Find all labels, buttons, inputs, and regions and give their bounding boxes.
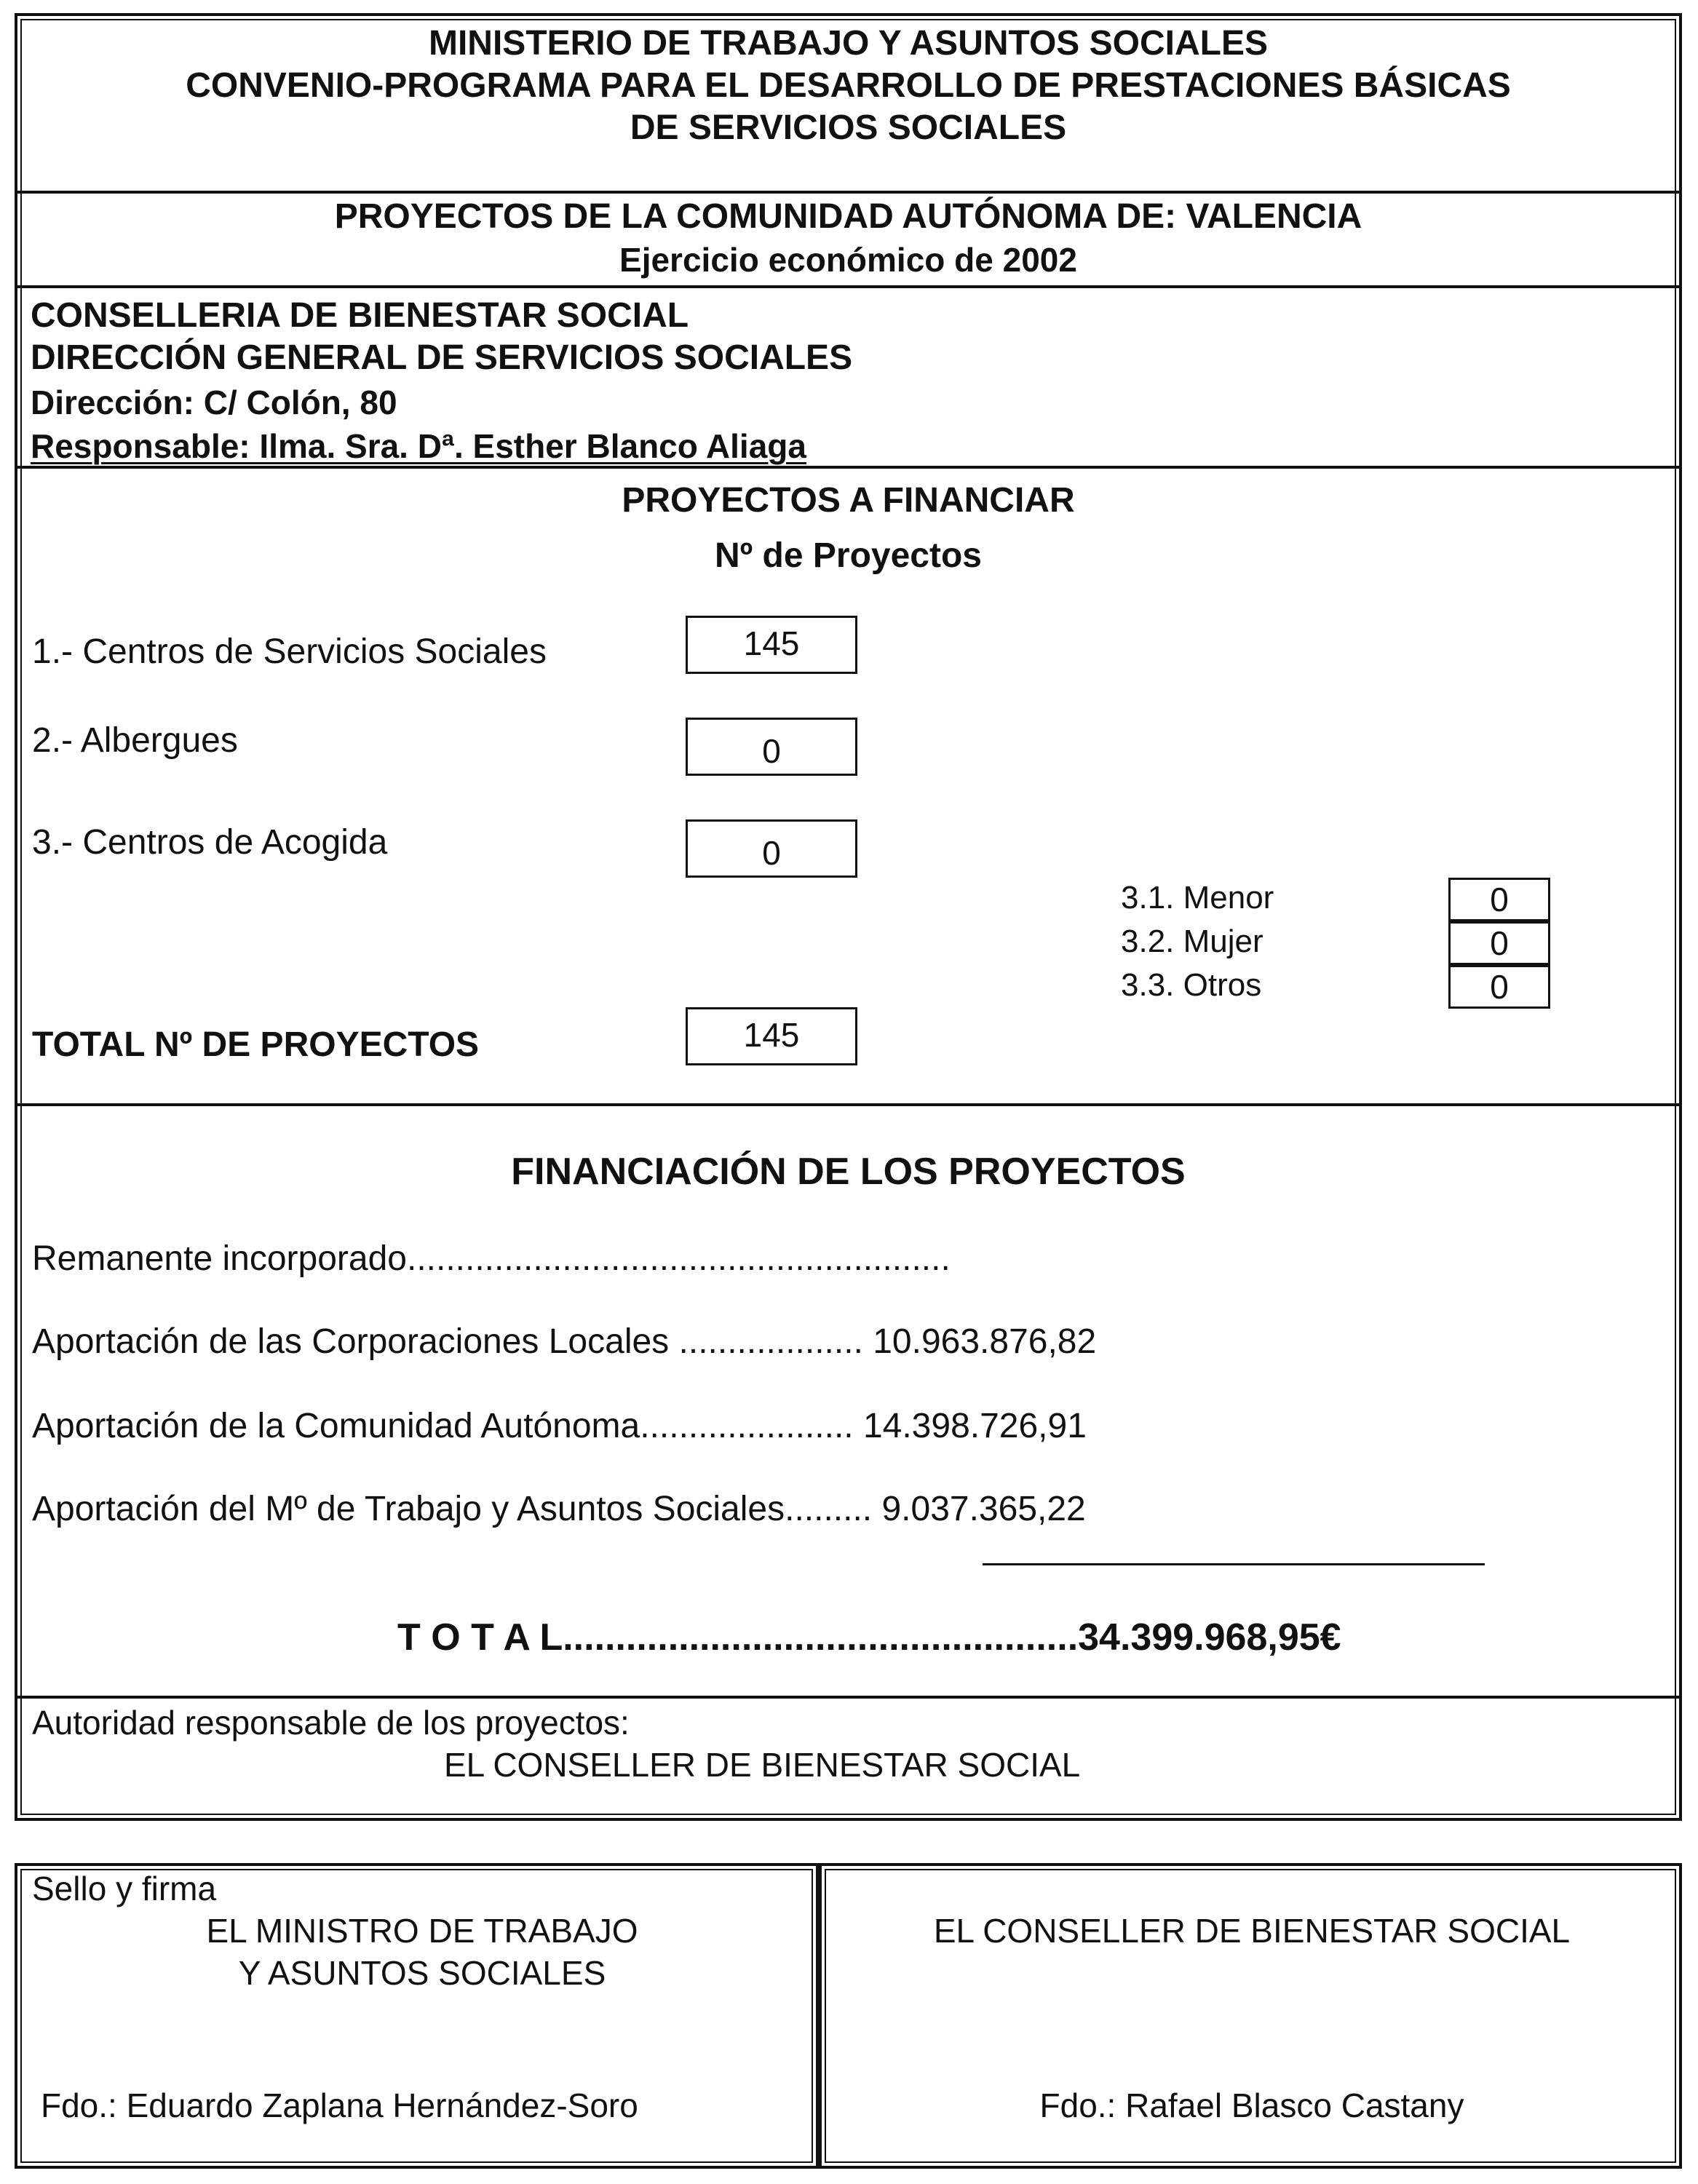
conselleria-name: CONSELLERIA DE BIENESTAR SOCIAL (31, 296, 689, 335)
project-item-label: 2.- Albergues (32, 721, 238, 760)
minister-title-cont: Y ASUNTOS SOCIALES (238, 1954, 606, 1992)
main-form-frame (15, 13, 1682, 1821)
responsible-person: Responsable: Ilma. Sra. Dª. Esther Blanco Aliaga (31, 427, 806, 465)
seal-caption: Sello y firma (32, 1870, 217, 1907)
subitem-count-value: 0 (1490, 924, 1509, 962)
subitem-count-value: 0 (1490, 881, 1509, 918)
conseller-signed: Fdo.: Rafael Blasco Castany (1039, 2086, 1464, 2124)
subitem-count-box (1448, 878, 1550, 921)
subitem-count-box (1448, 965, 1550, 1009)
project-count-box (686, 718, 857, 776)
authority-label: Autoridad responsable de los proyectos: (32, 1704, 630, 1742)
project-count-value: 145 (743, 624, 800, 662)
subitem-count-box (1448, 921, 1550, 965)
subitem-label: 3.3. Otros (1121, 967, 1262, 1003)
divider (16, 285, 1681, 288)
project-count-value: 0 (762, 834, 781, 872)
community-title: PROYECTOS DE LA COMUNIDAD AUTÓNOMA DE: VALENCIA (334, 197, 1362, 236)
sum-rule (983, 1563, 1485, 1565)
fiscal-year: Ejercicio económico de 2002 (619, 241, 1077, 279)
minister-signed: Fdo.: Eduardo Zaplana Hernández-Soro (41, 2086, 638, 2124)
header-ministry: MINISTERIO DE TRABAJO Y ASUNTOS SOCIALES (428, 24, 1269, 63)
address: Dirección: C/ Colón, 80 (31, 384, 397, 421)
subitem-label: 3.2. Mujer (1121, 924, 1263, 959)
divider (16, 466, 1681, 469)
divider (16, 1103, 1681, 1106)
divider (16, 1696, 1681, 1699)
total-projects-box (686, 1007, 857, 1065)
header-program-cont: DE SERVICIOS SOCIALES (630, 108, 1067, 147)
project-count-box (686, 616, 857, 674)
project-item-label: 3.- Centros de Acogida (32, 823, 388, 862)
financing-total: T O T A L.................................................34.399.968,95€ (397, 1616, 1341, 1659)
total-projects-value: 145 (743, 1016, 800, 1054)
financing-line: Aportación del Mº de Trabajo y Asuntos Sociales......... 9.037.365,22 (32, 1490, 1086, 1528)
financing-line: Aportación de las Corporaciones Locales ................... 10.963.876,82 (32, 1322, 1097, 1361)
conseller-title: EL CONSELLER DE BIENESTAR SOCIAL (933, 1912, 1571, 1950)
financing-line: Aportación de la Comunidad Autónoma...................... 14.398.726,91 (32, 1407, 1087, 1445)
projects-title: PROYECTOS A FINANCIAR (622, 481, 1075, 520)
divider (16, 191, 1681, 194)
authority-name: EL CONSELLER DE BIENESTAR SOCIAL (444, 1746, 1081, 1784)
header-program: CONVENIO-PROGRAMA PARA EL DESARROLLO DE PRESTACIONES BÁSICAS (186, 66, 1511, 105)
projects-count-header: Nº de Proyectos (715, 536, 982, 575)
project-count-value: 0 (762, 732, 781, 770)
financing-title: FINANCIACIÓN DE LOS PROYECTOS (511, 1151, 1186, 1193)
subitem-count-value: 0 (1490, 968, 1509, 1006)
project-item-label: 1.- Centros de Servicios Sociales (32, 632, 547, 671)
subitem-label: 3.1. Menor (1121, 880, 1274, 916)
total-projects-label: TOTAL Nº DE PROYECTOS (32, 1025, 480, 1064)
project-count-box (686, 819, 857, 878)
direccion-general: DIRECCIÓN GENERAL DE SERVICIOS SOCIALES (31, 338, 853, 377)
financing-line: Remanente incorporado........................................................ (32, 1239, 951, 1278)
minister-title: EL MINISTRO DE TRABAJO (206, 1912, 638, 1950)
